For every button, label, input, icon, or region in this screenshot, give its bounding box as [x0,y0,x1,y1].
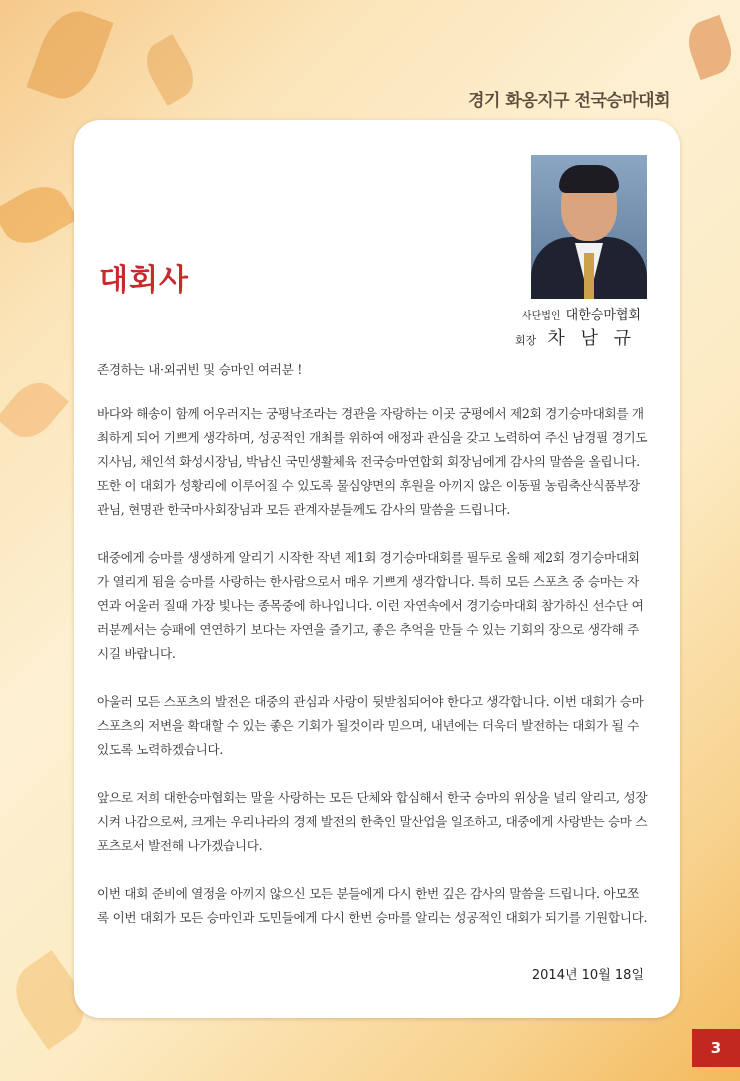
paragraph: 이번 대회 준비에 열정을 아끼지 않으신 모든 분들에게 다시 한번 깊은 감사의 말씀을 드립니다. 아모쪼록 이번 대회가 모든 승마인과 도민들에게 다시 한번 승마를 알리는 성공적인 대회가 되기를 기원합니다. [97,886,648,925]
organization-name: 대한승마협회 [565,308,641,323]
article-body [97,358,649,954]
president-photo [531,155,647,299]
decorative-leaf [26,2,113,107]
author-role: 회장 [515,334,537,347]
author-name: 차 남 규 [547,328,636,349]
paragraph: 대중에게 승마를 생생하게 알리기 시작한 작년 제1회 경기승마대회를 필두로 올해 제2회 경기승마대회가 열리게 됨을 승마를 사랑하는 한사람으로서 매우 기쁘게 생각합니다. 특히 모든 스포츠 중 승마는 자연과 어울러 질때 가장 빛나는 종목중에 하나입니다. 이런 자연속에서 경기승마대회 참가하신 선수단 여러분께서는 승패에 연연하기 보다는 자연을 즐기고, 좋은 추억을 만들 수 있는 기회의 장으로 생각해 주시길 바랍니다. [97,550,644,661]
organization-prefix: 사단법인 [521,311,561,322]
decorative-leaf [682,15,738,80]
author-line [515,324,636,350]
paragraph: 아울러 모든 스포츠의 발전은 대중의 관심과 사랑이 뒷받침되어야 한다고 생각합니다. 이번 대회가 승마 스포츠의 저변을 확대할 수 있는 좋은 기회가 될것이라 믿으며, 내년에는 더욱더 발전하는 대회가 될 수 있도록 노력하겠습니다. [97,694,644,757]
page-number: 3 [692,1029,740,1067]
event-title: 경기 화옹지구 전국승마대회 [468,91,670,111]
page-title: 대회사 [99,263,189,298]
date: 2014년 10월 18일 [531,968,644,983]
paragraph: 바다와 해송이 함께 어우러지는 궁평낙조라는 경관을 자랑하는 이곳 궁평에서 제2회 경기승마대회를 개최하게 되어 기쁘게 생각하며, 성공적인 개최를 위하여 애정과 관심을 갖고 노력하여 주신 남경필 경기도지사님, 채인석 화성시장님, 박남신 국민생활체육 전국승마연합회 회장님에게 감사의 말씀을 올립니다. 또한 이 대회가 성황리에 이루어질 수 있도록 물심양면의 후원을 아끼지 않은 이동필 농림축산식품부장관님, 현명관 한국마사회장님과 모든 관계자분들께도 감사의 말씀을 드립니다. [97,406,648,517]
decorative-leaf [138,34,203,106]
paragraph: 앞으로 저희 대한승마협회는 말을 사랑하는 모든 단체와 합심해서 한국 승마의 위상을 널리 알리고, 성장시켜 나감으로써, 크게는 우리나라의 경제 발전의 한축인 말산업을 일조하고, 대중에게 사랑받는 승마 스포츠로서 발전해 나가겠습니다. [97,790,648,853]
decorative-leaf [0,373,69,448]
organization [522,304,641,323]
decorative-leaf [0,176,78,254]
greeting: 존경하는 내·외귀빈 및 승마인 여러분 ! [97,362,302,377]
